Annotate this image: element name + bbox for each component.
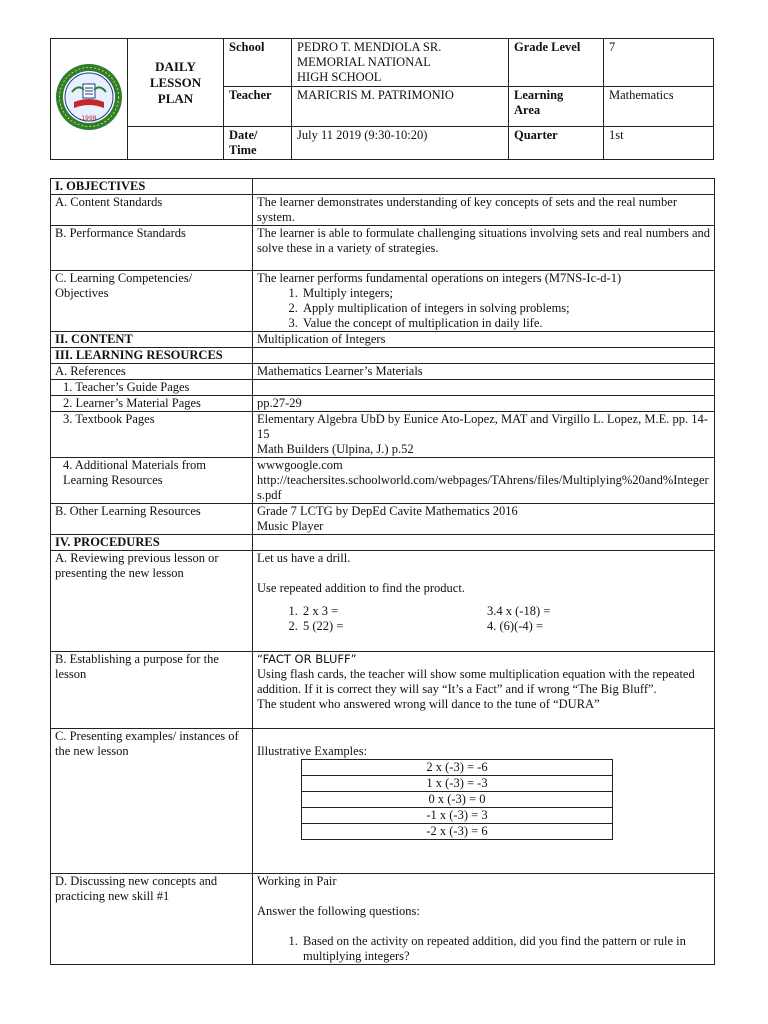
- area-label: Learning Area: [509, 87, 604, 127]
- content-standards-value: The learner demonstrates understanding of key concepts of sets and the real number system.: [253, 195, 715, 226]
- school-value: PEDRO T. MENDIOLA SR. MEMORIAL NATIONAL HIGH SCHOOL: [292, 39, 509, 87]
- grade-label: Grade Level: [509, 39, 604, 87]
- additional-materials-label: 4. Additional Materials from Learning Resources: [51, 458, 253, 504]
- date-label: Date/ Time: [224, 127, 292, 160]
- table-row: -2 x (-3) = 6: [302, 824, 613, 840]
- teachers-guide-label: 1. Teacher’s Guide Pages: [51, 380, 253, 396]
- reviewing-label: A. Reviewing previous lesson or presenting the new lesson: [51, 551, 253, 652]
- content-standards-label: A. Content Standards: [51, 195, 253, 226]
- teachers-guide-value: [253, 380, 715, 396]
- list-item: 2. 5 (22) =: [301, 619, 487, 634]
- competencies-list: [257, 286, 710, 331]
- lesson-plan-table: [50, 178, 715, 965]
- list-item: 4. (6)(-4) =: [487, 619, 543, 633]
- link[interactable]: http://teachersites.schoolworld.com/webpages/TAhrens/files/Multiplying%20and%Integers.pdf: [257, 473, 709, 502]
- dlp-title: DAILY LESSON PLAN: [128, 39, 224, 127]
- list-item: 2. Apply multiplication of integers in solving problems;: [301, 301, 710, 316]
- school-label: School: [224, 39, 292, 87]
- objectives-blank: [253, 179, 715, 195]
- table-row: 0 x (-3) = 0: [302, 792, 613, 808]
- objectives-heading: I. OBJECTIVES: [51, 179, 253, 195]
- drill-list: [257, 604, 710, 634]
- references-label: A. References: [51, 364, 253, 380]
- list-item: 1. Multiply integers;: [301, 286, 710, 301]
- resources-blank: [253, 348, 715, 364]
- reviewing-value: Let us have a drill. Use repeated addition to find the product. 1. 2 x 3 = 2. 5 (22) = 3.4 x (-18) = 4. (6)(-4) =: [253, 551, 715, 652]
- quarter-label: Quarter: [509, 127, 604, 160]
- additional-materials-value: [253, 458, 715, 504]
- teacher-value: MARICRIS M. PATRIMONIO: [292, 87, 509, 127]
- link[interactable]: wwwgoogle.com: [257, 458, 343, 472]
- dlp-blank: [128, 127, 224, 160]
- svg-text:1998: 1998: [81, 115, 97, 122]
- area-value: Mathematics: [604, 87, 714, 127]
- content-value: Multiplication of Integers: [253, 332, 715, 348]
- quarter-value: 1st: [604, 127, 714, 160]
- examples-table: [301, 759, 613, 840]
- other-resources-label: B. Other Learning Resources: [51, 504, 253, 535]
- list-item: 3.4 x (-18) =: [487, 604, 551, 618]
- competencies-label: C. Learning Competencies/ Objectives: [51, 271, 253, 332]
- performance-standards-value: The learner is able to formulate challenging situations involving sets and real numbers and solve these in a variety of strategies.: [253, 226, 715, 271]
- performance-standards-label: B. Performance Standards: [51, 226, 253, 271]
- teacher-label: Teacher: [224, 87, 292, 127]
- presenting-label: C. Presenting examples/ instances of the new lesson: [51, 729, 253, 874]
- establishing-value: “FACT OR BLUFF” Using flash cards, the teacher will show some multiplication equation with the repeated addition. If it is correct they will say “It’s a Fact” and if wrong “The Big Bluff”. The student who answered wrong will dance to the tune of “DURA”: [253, 652, 715, 729]
- table-row: 2 x (-3) = -6: [302, 760, 613, 776]
- textbook-value: Elementary Algebra UbD by Eunice Ato-Lopez, MAT and Virgillo L. Lopez, M.E. pp. 14-15 Math Builders (Ulpina, J.) p.52: [253, 412, 715, 458]
- other-resources-value: Grade 7 LCTG by DepEd Cavite Mathematics 2016 Music Player: [253, 504, 715, 535]
- competencies-value: [253, 271, 715, 332]
- content-heading: II. CONTENT: [51, 332, 253, 348]
- competencies-intro: The learner performs fundamental operations on integers (M7NS-Ic-d-1): [257, 271, 622, 285]
- table-row: -1 x (-3) = 3: [302, 808, 613, 824]
- school-seal-icon: [54, 62, 124, 132]
- resources-heading: III. LEARNING RESOURCES: [51, 348, 253, 364]
- presenting-value: Illustrative Examples: 2 x (-3) = -6 1 x (-3) = -3 0 x (-3) = 0 -1 x (-3) = 3 -2 x (-3) = 6: [253, 729, 715, 874]
- procedures-heading: IV. PROCEDURES: [51, 535, 253, 551]
- date-value: July 11 2019 (9:30-10:20): [292, 127, 509, 160]
- logo-cell: [51, 39, 128, 160]
- list-item: 1. 2 x 3 =: [301, 604, 487, 619]
- procedures-blank: [253, 535, 715, 551]
- list-item: 3. Value the concept of multiplication in daily life.: [301, 316, 710, 331]
- establishing-label: B. Establishing a purpose for the lesson: [51, 652, 253, 729]
- list-item: 1. Based on the activity on repeated addition, did you find the pattern or rule in multiplying integers?: [301, 934, 710, 964]
- learners-material-value: pp.27-29: [253, 396, 715, 412]
- references-value: Mathematics Learner’s Materials: [253, 364, 715, 380]
- grade-value: 7: [604, 39, 714, 87]
- learners-material-label: 2. Learner’s Material Pages: [51, 396, 253, 412]
- table-row: 1 x (-3) = -3: [302, 776, 613, 792]
- header-table: [50, 38, 714, 160]
- textbook-label: 3. Textbook Pages: [51, 412, 253, 458]
- discussing-value: Working in Pair Answer the following questions: 1. Based on the activity on repeated addition, did you find the pattern or rule in multiplying integers?: [253, 874, 715, 965]
- discussing-label: D. Discussing new concepts and practicing new skill #1: [51, 874, 253, 965]
